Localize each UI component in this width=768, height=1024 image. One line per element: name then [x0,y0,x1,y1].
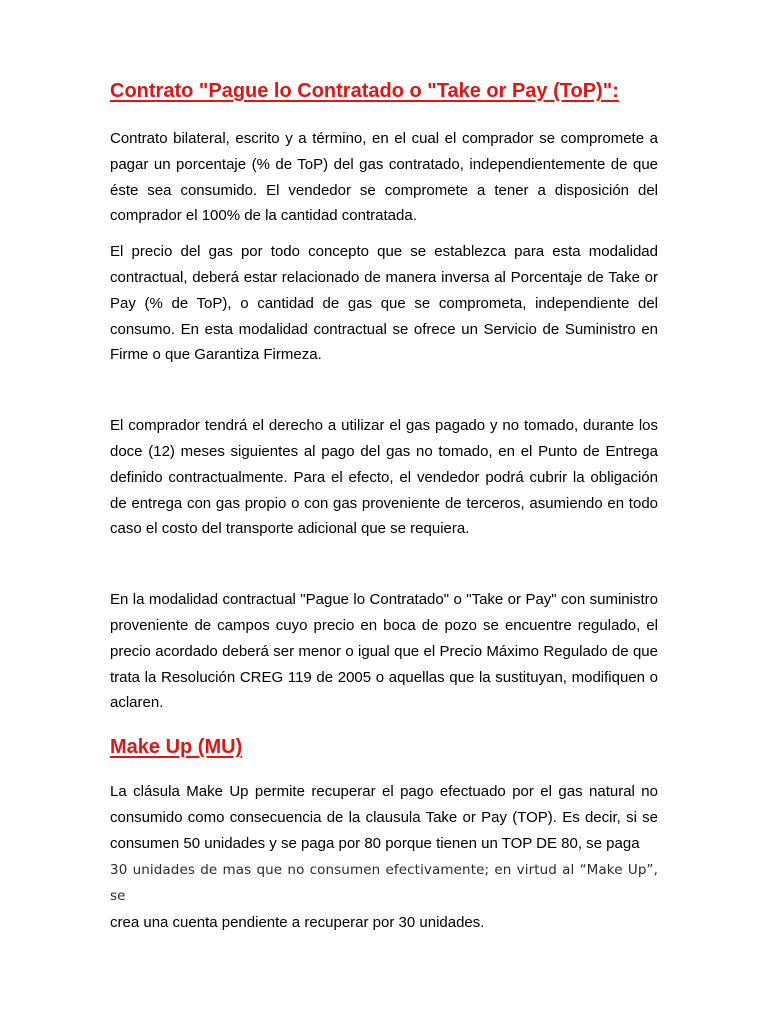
section-title-take-or-pay: Contrato "Pague lo Contratado o "Take or Pay (ToP)": [110,80,619,102]
section-title-make-up: Make Up (MU) [110,736,243,759]
paragraph-make-up-part3: crea una cuenta pendiente a recuperar por 30 unidades. [110,914,485,932]
paragraph-regulated-price: En la modalidad contractual "Pague lo Contratado" o "Take or Pay" con suministro proveniente de campos cuyo precio en boca de pozo se encuentre regulado, el precio acordado deberá ser menor o igual que el Precio Máximo Regulado de que trata la Resolución CREG 119 de 2005 o aquellas que la sustituyan, modifiquen o aclaren. [110,591,658,712]
paragraph-make-up-part2: 30 unidades de mas que no consumen efectivamente; en virtud al “Make Up”, se [110,861,658,905]
document-page [110,78,658,936]
paragraph-definition: Contrato bilateral, escrito y a término, en el cual el comprador se compromete a pagar un porcentaje (% de ToP) del gas contratado, independientemente de que éste sea consumido. El vendedor se compromete a tener a disposición del comprador el 100% de la cantidad contratada. [110,130,658,225]
paragraph-buyer-rights: El comprador tendrá el derecho a utilizar el gas pagado y no tomado, durante los doce (12) meses siguientes al pago del gas no tomado, en el Punto de Entrega definido contractualmente. Para el efecto, el vendedor podrá cubrir la obligación de entrega con gas propio o con gas proveniente de terceros, asumiendo en todo caso el costo del transporte adicional que se requiera. [110,417,658,538]
paragraph-price: El precio del gas por todo concepto que se establezca para esta modalidad contractual, deberá estar relacionado de manera inversa al Porcentaje de Take or Pay (% de ToP), o cantidad de gas que se comprometa, independiente del consumo. En esta modalidad contractual se ofrece un Servicio de Suministro en Firme o que Garantiza Firmeza. [110,243,658,364]
paragraph-make-up [110,779,658,936]
paragraph-make-up-part1: La clásula Make Up permite recuperar el pago efectuado por el gas natural no consumido como consecuencia de la clausula Take or Pay (TOP). Es decir, si se consumen 50 unidades y se paga por 80 porque tienen un TOP DE 80, se paga [110,783,658,852]
